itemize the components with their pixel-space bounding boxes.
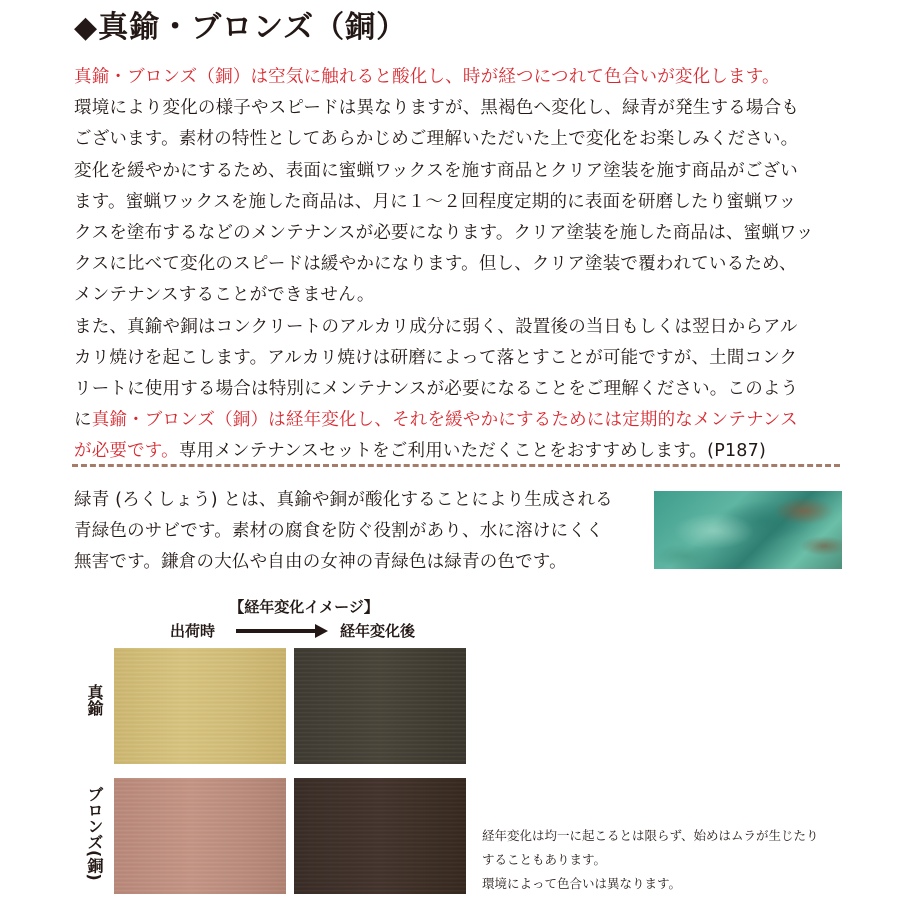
page-title: ◆真鍮・ブロンズ（銅） [74, 10, 408, 45]
note-line: 環境によって色合いは異なります。 [482, 876, 682, 891]
intro-line: ございます。素材の特性としてあらかじめご理解いただいた上で変化をお楽しみください。 [74, 129, 799, 150]
intro-paragraph [74, 62, 844, 468]
intro-highlight: 真鍮・ブロンズ（銅）は空気に触れると酸化し、時が経つにつれて色合いが変化します。 [74, 67, 780, 87]
bronze-before-swatch [114, 778, 286, 894]
note-line: することもあります。 [482, 852, 607, 867]
intro-line: カリ焼けを起こします。アルカリ焼けは研磨によって落とすことが可能ですが、土間コンク [74, 347, 798, 368]
aging-image-title: 【経年変化イメージ】 [229, 598, 379, 616]
patina-line: 無害です。鎌倉の大仏や自由の女神の青緑色は緑青の色です。 [74, 552, 567, 572]
before-label: 出荷時 [170, 622, 216, 640]
intro-text: に [74, 410, 92, 431]
intro-line: クスを塗布するなどのメンテナンスが必要になります。クリア塗装を施した商品は、蜜蝋ワッ [74, 223, 814, 244]
intro-line: クスに比べて変化のスピードは緩やかになります。但し、クリア塗装で覆われているため、 [74, 254, 797, 275]
intro-line: 環境により変化の様子やスピードは異なりますが、黒褐色へ変化し、緑青が発生する場合も [74, 98, 799, 119]
intro-line: また、真鍮や銅はコンクリートのアルカリ成分に弱く、設置後の当日もしくは翌日からアル [74, 316, 798, 337]
intro-text: 専用メンテナンスセットをご利用いただくことをおすすめします。(P187) [178, 441, 766, 462]
note-line: 経年変化は均一に起こるとは限らず、始めはムラが生じたり [482, 828, 819, 843]
row-label-bronze: ブロンズ(銅) [85, 786, 104, 881]
patina-description [74, 485, 644, 578]
arrow-shaft [236, 629, 316, 633]
after-label: 経年変化後 [340, 622, 416, 640]
patina-photo [654, 491, 842, 569]
row-label-brass: 真鍮 [85, 684, 104, 716]
patina-line: 緑青 (ろくしょう) とは、真鍮や銅が酸化することにより生成される [74, 490, 613, 510]
intro-highlight: が必要です。 [74, 441, 179, 462]
right-arrow-icon [236, 624, 328, 638]
dashed-divider [72, 464, 840, 467]
intro-line: ます。蜜蝋ワックスを施した商品は、月に１～２回程度定期的に表面を研磨したり蜜蝋ワッ [74, 191, 797, 212]
aging-note [482, 824, 862, 896]
intro-line: 変化を緩やかにするため、表面に蜜蝋ワックスを施す商品とクリア塗装を施す商品がござい [74, 160, 798, 181]
brass-before-swatch [114, 648, 286, 764]
intro-line: リートに使用する場合は特別にメンテナンスが必要になることをご理解ください。このよう [74, 379, 799, 400]
arrow-head [315, 624, 328, 638]
intro-highlight: 真鍮・ブロンズ（銅）は経年変化し、それを緩やかにするためには定期的なメンテナンス [91, 410, 798, 431]
intro-line [74, 436, 844, 467]
intro-line [74, 62, 844, 93]
intro-line: メンテナンスすることができません。 [74, 285, 375, 306]
bronze-after-swatch [294, 778, 466, 894]
intro-line [74, 405, 844, 436]
brass-after-swatch [294, 648, 466, 764]
patina-line: 青緑色のサビです。素材の腐食を防ぐ役割があり、水に溶けにくく [74, 521, 604, 541]
